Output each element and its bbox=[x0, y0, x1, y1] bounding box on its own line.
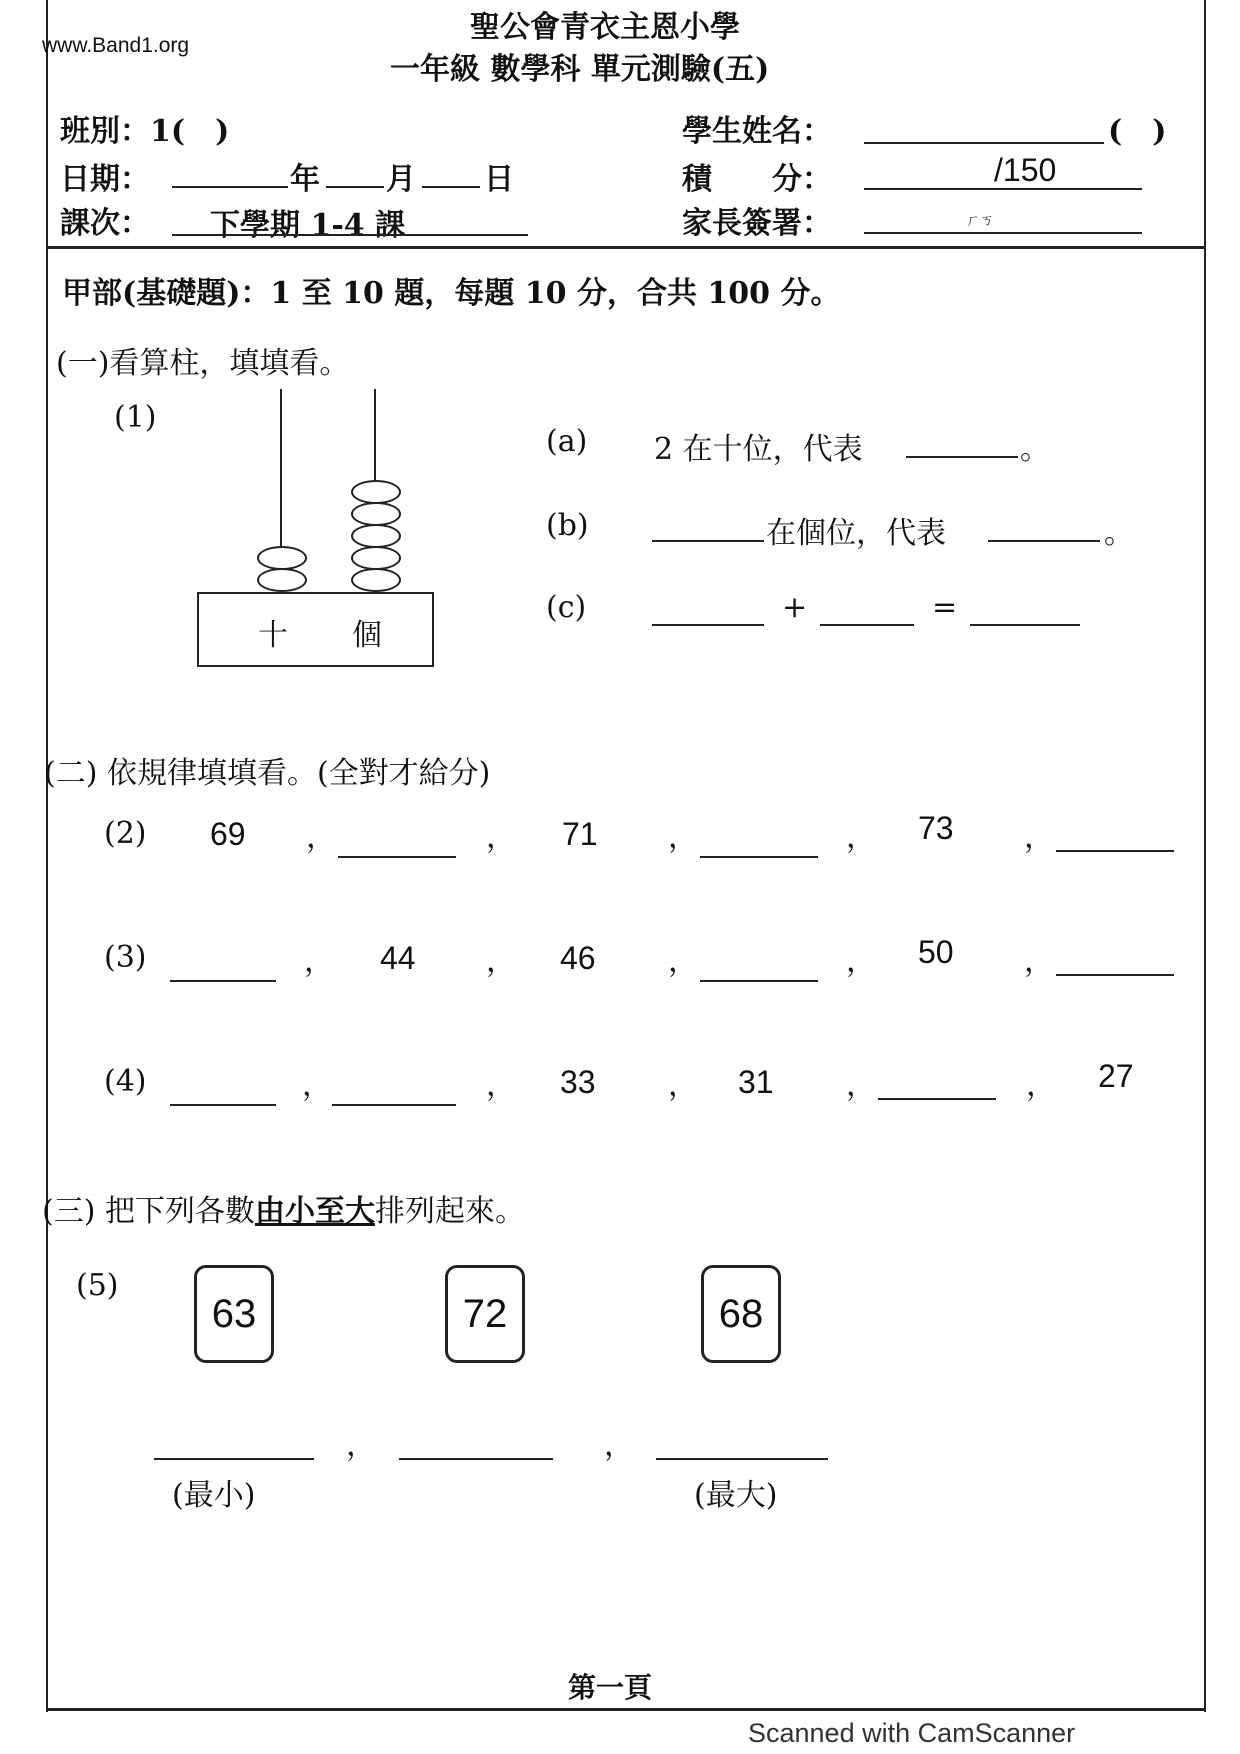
sequence-number: 31 bbox=[738, 1064, 774, 1100]
sequence-answer-blank[interactable] bbox=[170, 980, 276, 982]
comma: ， bbox=[846, 1068, 876, 1103]
comma: ， bbox=[486, 944, 516, 979]
watermark: www.Band1.org bbox=[42, 34, 190, 57]
month-label: 月 bbox=[386, 162, 416, 197]
exam-title: 一年級 數學科 單元測驗(五) bbox=[390, 52, 770, 87]
tens-bead bbox=[257, 568, 307, 592]
sequence-answer-blank[interactable] bbox=[1056, 850, 1174, 852]
comma: ， bbox=[486, 820, 516, 855]
comma: ， bbox=[306, 820, 336, 855]
sequence-number: 27 bbox=[1098, 1058, 1134, 1094]
part-a-heading: 甲部(基礎題)：1 至 10 題，每題 10 分，合共 100 分。 bbox=[62, 276, 841, 311]
year-label: 年 bbox=[290, 162, 320, 197]
sequence-question-number: (4) bbox=[104, 1064, 147, 1099]
q1b-text: 在個位，代表 bbox=[766, 516, 946, 551]
comma: ， bbox=[1026, 1068, 1056, 1103]
q1a-answer-blank[interactable] bbox=[906, 456, 1018, 458]
number-card: 63 bbox=[194, 1265, 274, 1363]
sequence-answer-blank[interactable] bbox=[1056, 974, 1174, 976]
class-number-paren: ( ) bbox=[1108, 114, 1167, 149]
comma: ， bbox=[1024, 944, 1054, 979]
school-name: 聖公會青衣主恩小學 bbox=[470, 10, 740, 45]
q1b-label: (b) bbox=[546, 508, 589, 543]
lesson-label: 課次： bbox=[60, 206, 150, 241]
sequence-number: 71 bbox=[562, 816, 598, 852]
sequence-number: 33 bbox=[560, 1064, 596, 1100]
sequence-answer-blank[interactable] bbox=[332, 1104, 456, 1106]
name-blank[interactable] bbox=[864, 142, 1104, 144]
comma: ， bbox=[668, 820, 698, 855]
q1c-plus: + bbox=[782, 590, 808, 625]
tens-bead bbox=[257, 546, 307, 570]
score-label: 積 分： bbox=[682, 162, 832, 197]
parent-signature-label: 家長簽署： bbox=[682, 206, 832, 241]
comma: ， bbox=[486, 1068, 516, 1103]
day-blank[interactable] bbox=[422, 186, 480, 188]
q1c-label: (c) bbox=[546, 590, 587, 625]
class-field: 班別：1( ) bbox=[60, 114, 230, 149]
comma: ， bbox=[668, 944, 698, 979]
sequence-answer-blank[interactable] bbox=[878, 1098, 996, 1100]
q1a-end: 。 bbox=[1020, 432, 1050, 467]
parent-signature-blank[interactable] bbox=[864, 232, 1142, 234]
number-card: 72 bbox=[445, 1265, 525, 1363]
sequence-number: 73 bbox=[918, 810, 954, 846]
score-total: /150 bbox=[994, 152, 1057, 188]
day-label: 日 bbox=[484, 162, 514, 197]
parent-signature: ㄏㄎ bbox=[966, 213, 994, 229]
comma: ， bbox=[668, 1068, 698, 1103]
month-blank[interactable] bbox=[326, 186, 384, 188]
ones-bead bbox=[351, 568, 401, 592]
sequence-question-number: (2) bbox=[104, 816, 147, 851]
ones-bead bbox=[351, 480, 401, 504]
sequence-answer-blank[interactable] bbox=[338, 856, 456, 858]
q1c-equals: = bbox=[932, 590, 958, 625]
q1c-addend2-blank[interactable] bbox=[820, 624, 914, 626]
ones-bead bbox=[351, 502, 401, 526]
lesson-value: 下學期 1-4 課 bbox=[210, 208, 406, 243]
comma: ， bbox=[604, 1428, 634, 1463]
comma: ， bbox=[304, 944, 334, 979]
ones-bead bbox=[351, 524, 401, 548]
tens-place-label: 十 bbox=[258, 618, 288, 653]
date-label: 日期： bbox=[60, 162, 150, 197]
sequence-question-number: (3) bbox=[104, 940, 147, 975]
section3-title bbox=[42, 1186, 525, 1230]
largest-label: (最大) bbox=[694, 1478, 778, 1513]
question-5-number: (5) bbox=[76, 1268, 119, 1303]
q1a-text: 2 在十位，代表 bbox=[654, 432, 863, 467]
comma: ， bbox=[302, 1068, 332, 1103]
sequence-answer-blank[interactable] bbox=[700, 980, 818, 982]
ones-place-label: 個 bbox=[352, 618, 382, 653]
name-label: 學生姓名： bbox=[682, 114, 832, 149]
order-blank-2[interactable] bbox=[399, 1458, 553, 1460]
year-blank[interactable] bbox=[172, 186, 288, 188]
q1a-label: (a) bbox=[546, 424, 588, 459]
page-number: 第一頁 bbox=[568, 1671, 653, 1704]
q1b-answer-blank[interactable] bbox=[988, 540, 1100, 542]
section1-title: (一)看算柱，填填看。 bbox=[56, 346, 350, 381]
q1b-end: 。 bbox=[1104, 516, 1134, 551]
sequence-number: 46 bbox=[560, 940, 596, 976]
order-blank-1[interactable] bbox=[154, 1458, 314, 1460]
smallest-label: (最小) bbox=[172, 1478, 256, 1513]
header-divider bbox=[46, 246, 1206, 249]
section2-title: (二) 依規律填填看。(全對才給分) bbox=[44, 756, 491, 791]
lesson-underline bbox=[172, 234, 528, 236]
section3-title-post: 排列起來。 bbox=[374, 1194, 525, 1229]
page-border-left bbox=[46, 0, 48, 1712]
sequence-number: 44 bbox=[380, 940, 416, 976]
section3-title-emphasis: 由小至大 bbox=[254, 1194, 375, 1229]
number-card: 68 bbox=[701, 1265, 781, 1363]
sequence-answer-blank[interactable] bbox=[170, 1104, 276, 1106]
sequence-number: 50 bbox=[918, 934, 954, 970]
sequence-number: 69 bbox=[210, 816, 246, 852]
abacus-base bbox=[197, 592, 434, 667]
sequence-answer-blank[interactable] bbox=[700, 856, 818, 858]
question-1-number: (1) bbox=[114, 400, 157, 435]
page-border-right bbox=[1204, 0, 1206, 1712]
order-blank-3[interactable] bbox=[656, 1458, 828, 1460]
comma: ， bbox=[846, 944, 876, 979]
comma: ， bbox=[846, 820, 876, 855]
scanner-mark: Scanned with CamScanner bbox=[748, 1718, 1076, 1748]
ones-bead bbox=[351, 546, 401, 570]
comma: ， bbox=[346, 1428, 376, 1463]
q1c-addend1-blank[interactable] bbox=[652, 624, 764, 626]
q1b-digit-blank[interactable] bbox=[652, 540, 764, 542]
page-border-bottom bbox=[46, 1708, 1206, 1711]
q1c-sum-blank[interactable] bbox=[970, 624, 1080, 626]
section3-title-pre: (三) 把下列各數 bbox=[42, 1194, 255, 1229]
comma: ， bbox=[1024, 820, 1054, 855]
